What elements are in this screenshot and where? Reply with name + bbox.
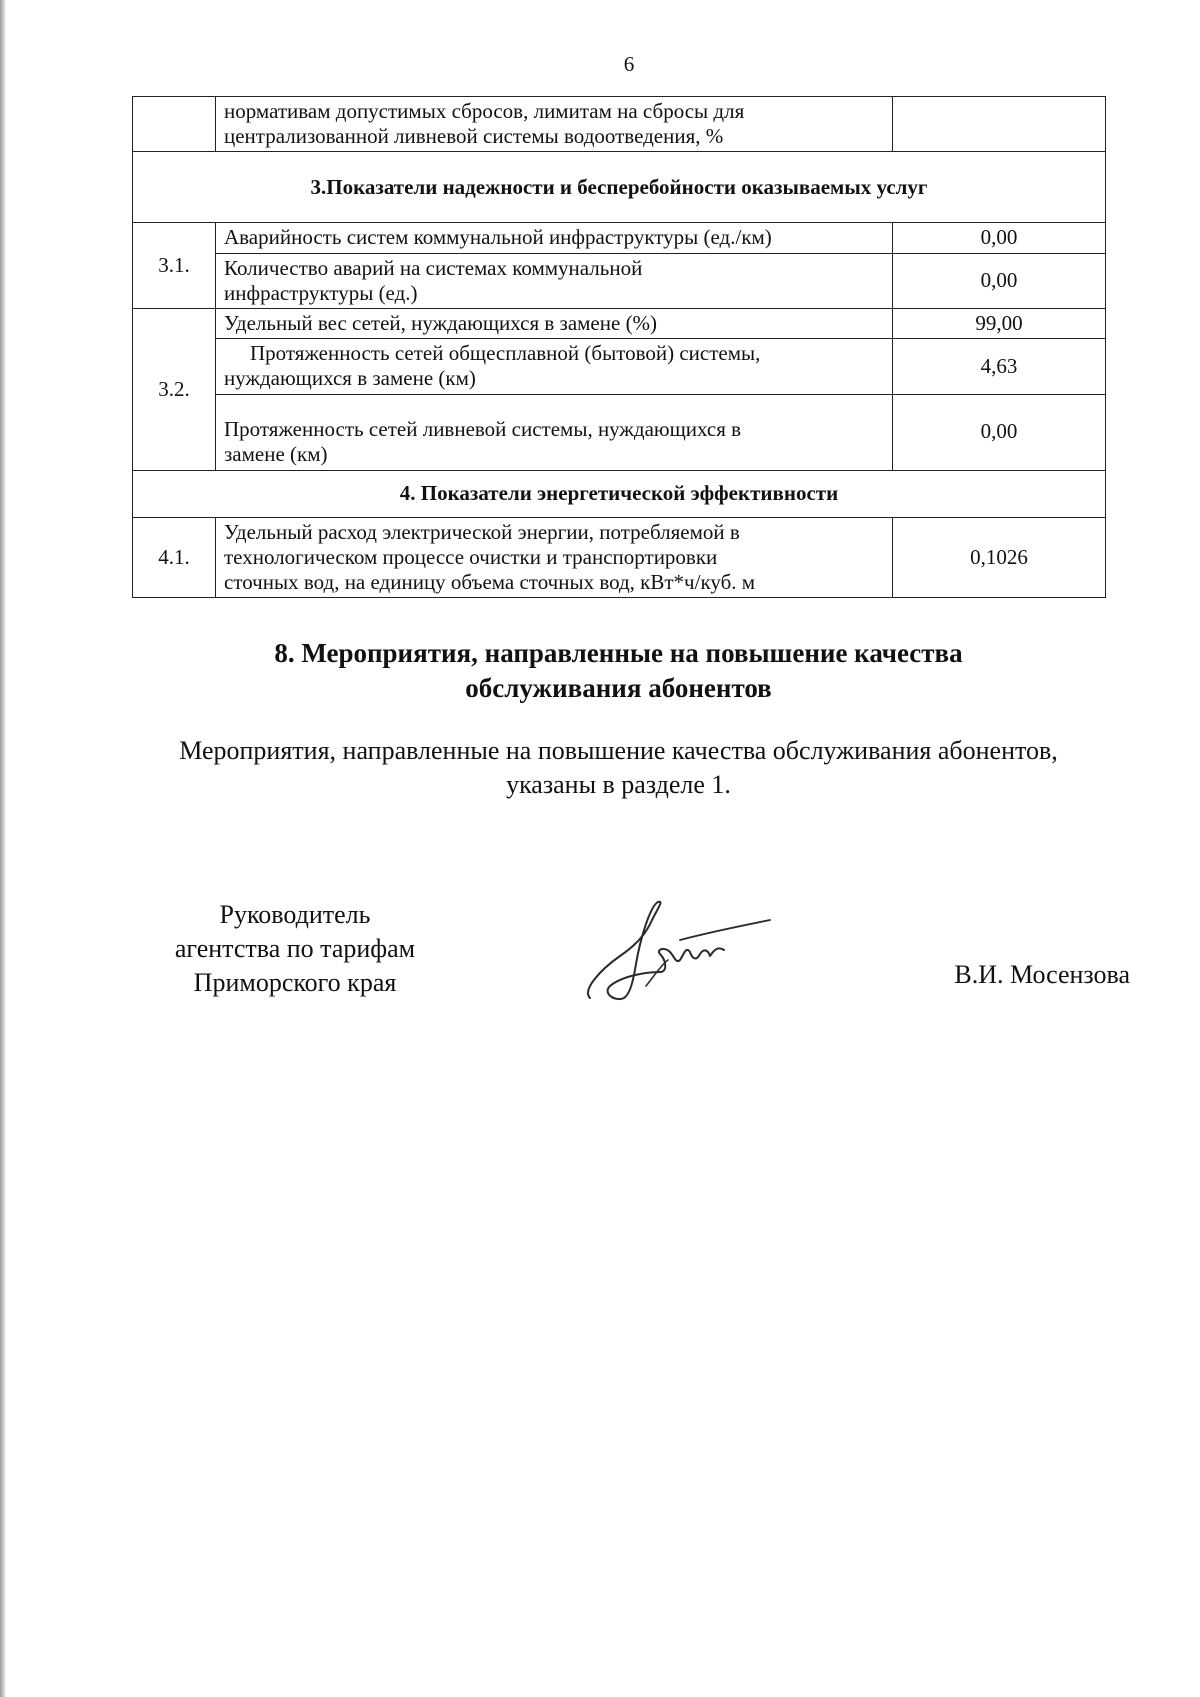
indicator-name-cell xyxy=(216,97,893,152)
section-4-title: 4. Показатели энергетической эффективности xyxy=(133,470,1106,517)
indicator-value-cell: 0,00 xyxy=(893,253,1106,308)
section-row xyxy=(133,152,1106,223)
scan-left-edge xyxy=(0,0,6,1697)
indicator-name-line: инфраструктуры (ед.) xyxy=(224,280,418,305)
section-row xyxy=(133,470,1106,517)
table-row xyxy=(133,517,1106,598)
indicator-name-line: Протяженность сетей ливневой системы, нуждающихся в xyxy=(224,417,742,442)
indicator-name-cell xyxy=(216,339,893,394)
section-8-heading-line: обслуживания абонентов xyxy=(465,672,772,703)
indicator-value-cell: 4,63 xyxy=(893,339,1106,394)
indicator-name-cell xyxy=(216,517,893,598)
section-8-heading xyxy=(132,636,1105,705)
indicator-value-cell: 0,00 xyxy=(893,223,1106,253)
row-number-cell xyxy=(133,97,216,152)
indicator-name-cell xyxy=(216,394,893,470)
signer-name: В.И. Мосензова xyxy=(954,960,1130,989)
table-row xyxy=(133,253,1106,308)
indicator-value-cell xyxy=(893,97,1106,152)
indicator-name-cell: Удельный вес сетей, нуждающихся в замене (%) xyxy=(216,308,893,338)
signer-position-line: Приморского края xyxy=(193,967,397,997)
indicator-value-cell: 0,1026 xyxy=(893,517,1106,598)
section-8-heading-line: 8. Мероприятия, направленные на повышение качества xyxy=(274,638,963,668)
section-3-title: 3.Показатели надежности и бесперебойности оказываемых услуг xyxy=(133,152,1106,223)
row-number-cell: 4.1. xyxy=(133,517,216,598)
indicator-name-line: технологическом процессе очистки и транспортировки xyxy=(224,544,718,569)
indicator-name-cell: Аварийность систем коммунальной инфраструктуры (ед./км) xyxy=(216,223,893,253)
table-row xyxy=(133,97,1106,152)
signer-position-line: Руководитель xyxy=(219,900,371,929)
indicator-name-line: замене (км) xyxy=(224,442,328,467)
indicator-name-line: Количество аварий на системах коммунальной xyxy=(224,255,643,280)
signer-position-line: агентства по тарифам xyxy=(174,933,416,963)
table-row xyxy=(133,339,1106,394)
indicator-name-cell xyxy=(216,253,893,308)
indicator-value-cell: 0,00 xyxy=(893,394,1106,470)
row-number-cell: 3.2. xyxy=(133,308,216,470)
paragraph-line: Мероприятия, направленные на повышение качества обслуживания абонентов, xyxy=(179,736,1058,765)
indicator-name-line: нормативам допустимых сбросов, лимитам на сбросы для xyxy=(224,99,745,123)
row-number-cell: 3.1. xyxy=(133,223,216,309)
indicator-name-line: нуждающихся в замене (км) xyxy=(224,366,476,391)
table-row xyxy=(133,223,1106,253)
indicator-name-line: централизованной ливневой системы водоотведения, % xyxy=(224,124,724,149)
indicator-value-cell: 99,00 xyxy=(893,308,1106,338)
table-row xyxy=(133,394,1106,470)
table-row xyxy=(133,308,1106,338)
signer-position xyxy=(150,898,440,999)
paragraph-line: указаны в разделе 1. xyxy=(506,769,731,799)
page-number: 6 xyxy=(623,52,635,76)
section-8-paragraph xyxy=(132,734,1105,802)
indicator-name-line: Протяженность сетей общесплавной (бытовой) системы, xyxy=(250,341,761,366)
indicator-name-line: Удельный расход электрической энергии, потребляемой в xyxy=(224,519,740,544)
indicator-name-line: сточных вод, на единицу объема сточных вод, кВт*ч/куб. м xyxy=(224,569,756,594)
handwritten-signature xyxy=(580,890,780,1005)
indicators-table xyxy=(132,96,1106,598)
